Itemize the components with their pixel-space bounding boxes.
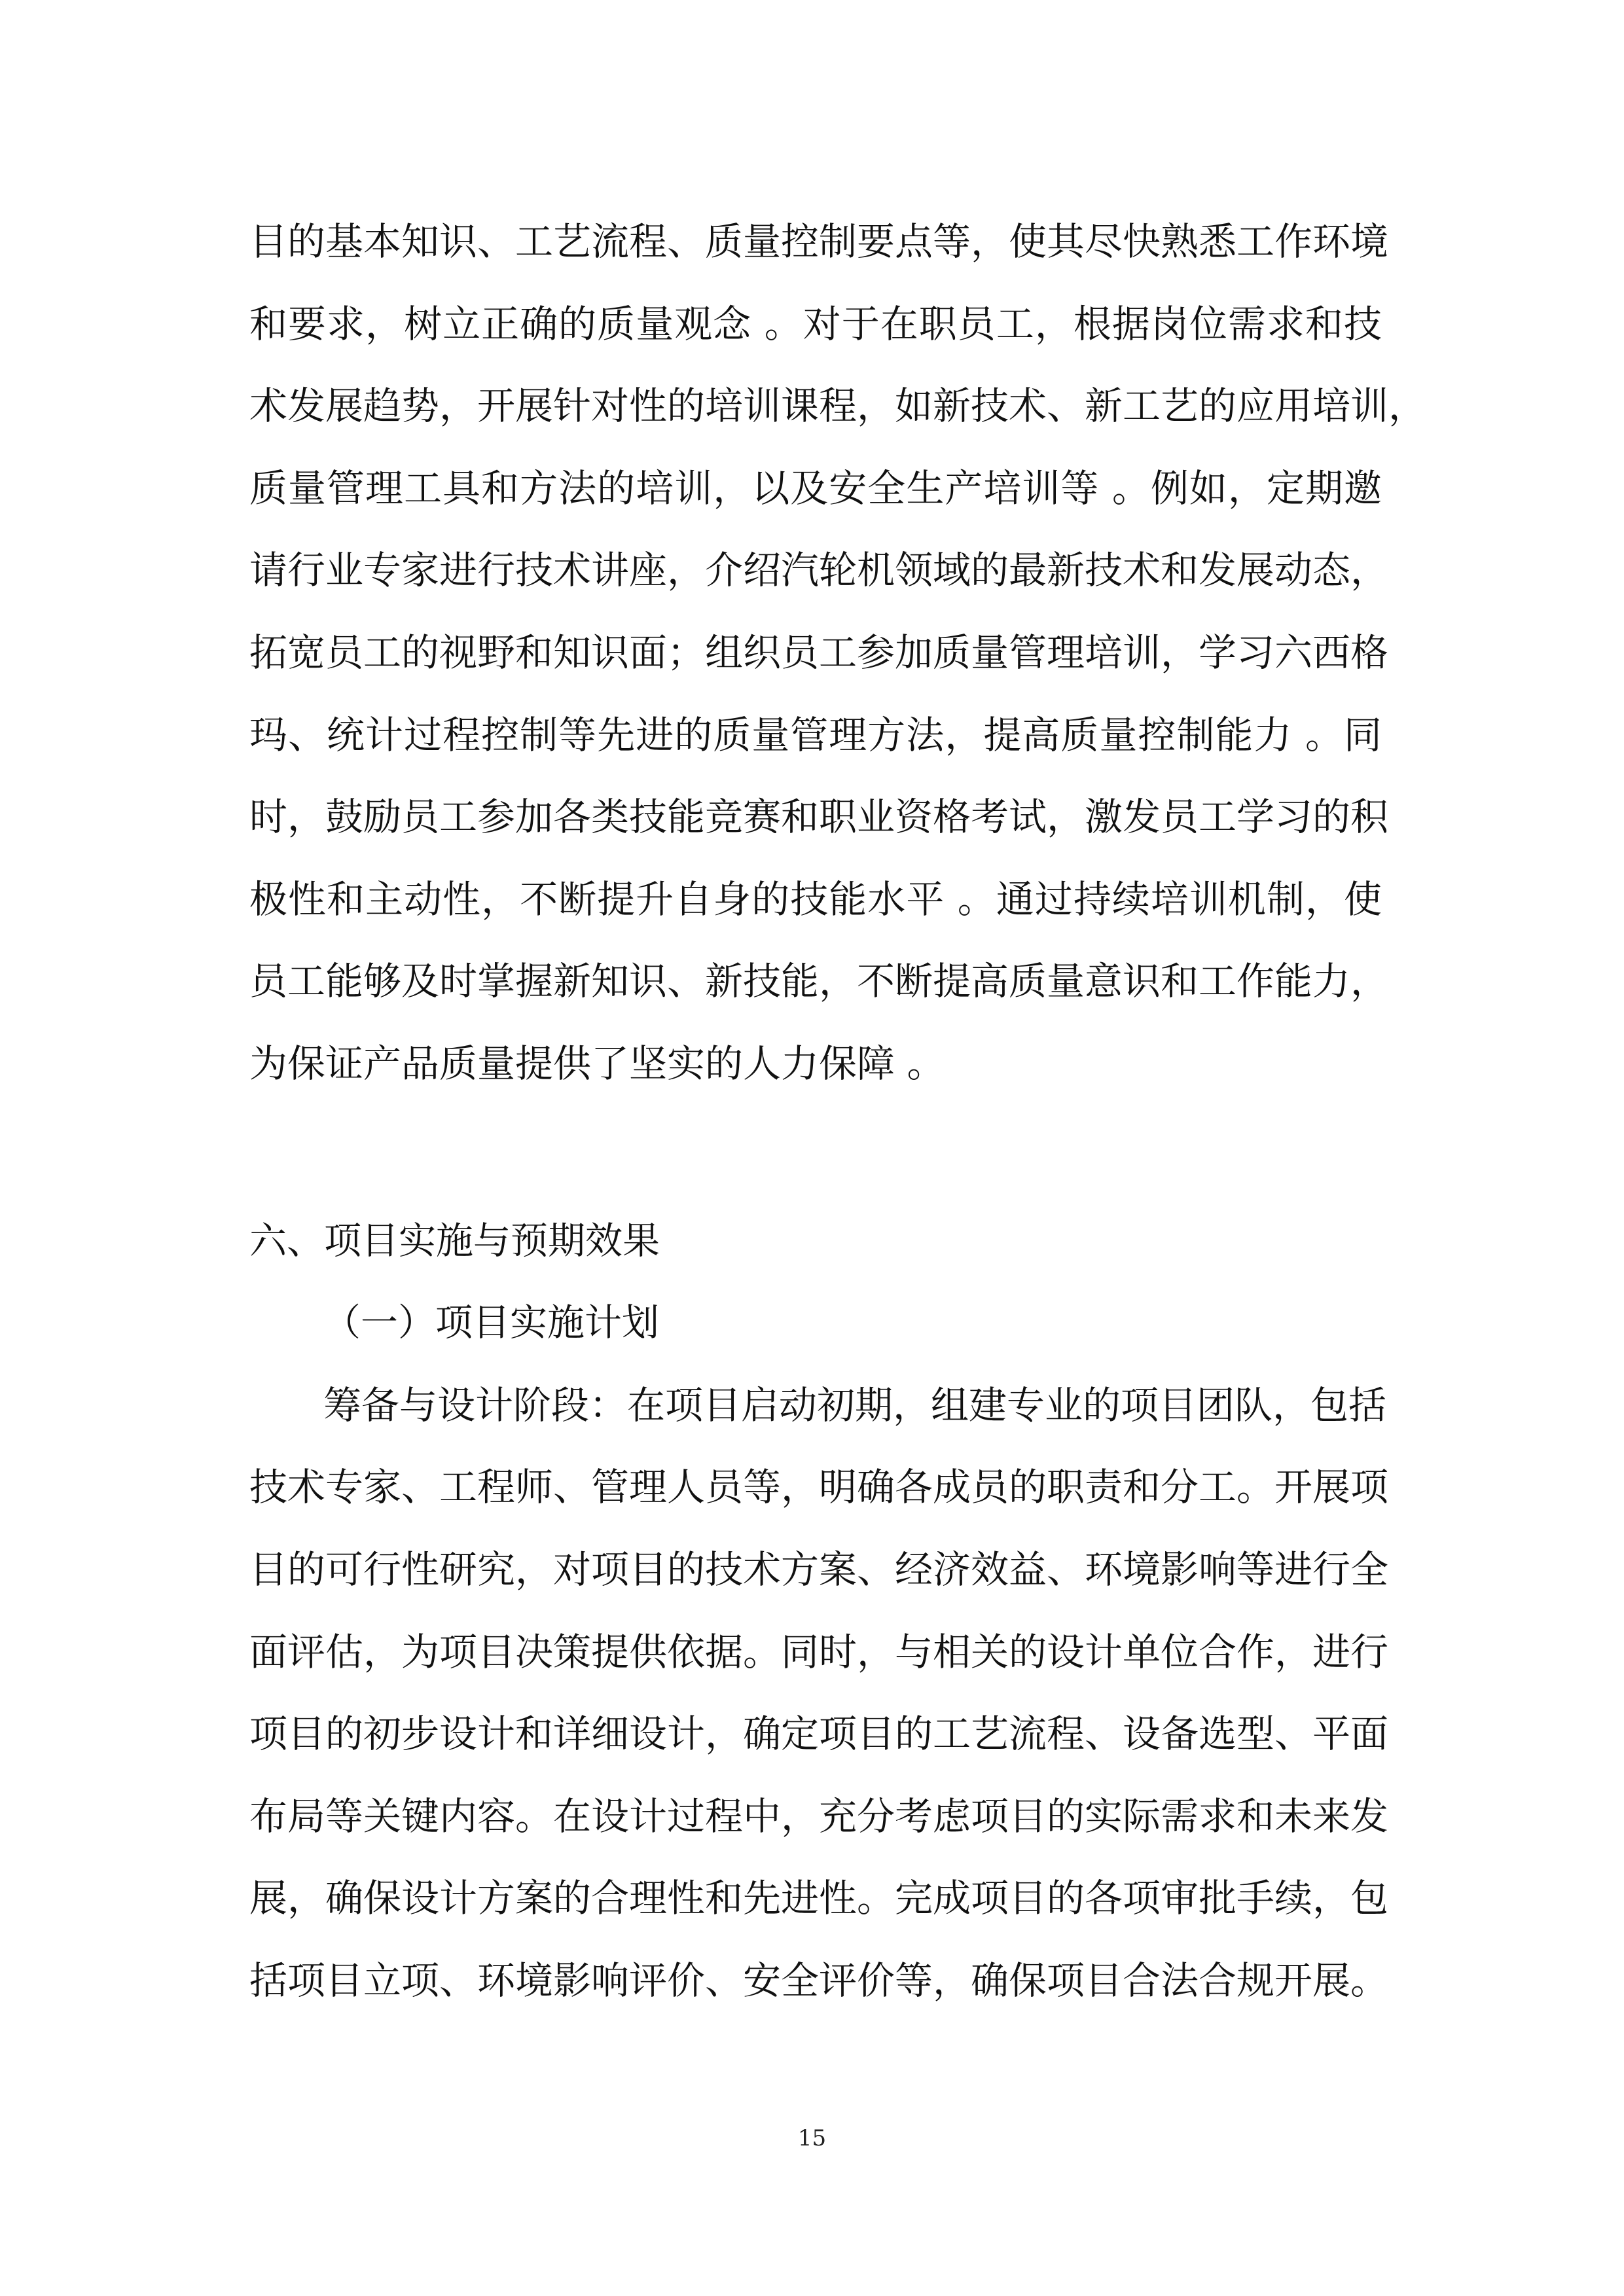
paragraph-1-line-5: 请行业专家进行技术讲座，介绍汽轮机领域的最新技术和发展动态， xyxy=(249,548,1389,592)
paragraph-2-line-3: 目的可行性研究，对项目的技术方案、经济效益、环境影响等进行全 xyxy=(249,1547,1389,1592)
paragraph-1-line-7: 玛、统计过程控制等先进的质量管理方法，提高质量控制能力 。同 xyxy=(249,713,1382,757)
paragraph-2-line-4: 面评估，为项目决策提供依据。同时，与相关的设计单位合作，进行 xyxy=(249,1630,1389,1674)
paragraph-2-line-7: 展，确保设计方案的合理性和先进性。完成项目的各项审批手续，包 xyxy=(249,1876,1389,1920)
paragraph-2-line-1: 筹备与设计阶段：在项目启动初期，组建专业的项目团队，包括 xyxy=(323,1383,1387,1427)
paragraph-1-line-9: 极性和主动性，不断提升自身的技能水平 。通过持续培训机制，使 xyxy=(249,877,1382,922)
paragraph-1-line-8: 时，鼓励员工参加各类技能竞赛和职业资格考试，激发员工学习的积 xyxy=(249,795,1389,839)
page-number: 15 xyxy=(797,2125,827,2151)
paragraph-1-line-1: 目的基本知识、工艺流程、质量控制要点等，使其尽快熟悉工作环境 xyxy=(249,219,1389,264)
paragraph-1-line-4: 质量管理工具和方法的培训，以及安全生产培训等 。例如，定期邀 xyxy=(249,466,1382,511)
paragraph-1-line-11: 为保证产品质量提供了坚实的人力保障 。 xyxy=(249,1041,945,1086)
section-heading: 六、项目实施与预期效果 xyxy=(249,1219,660,1263)
paragraph-2-line-8: 括项目立项、环境影响评价、安全评价等，确保项目合法合规开展。 xyxy=(249,1958,1389,2003)
paragraph-2-line-2: 技术专家、工程师、管理人员等，明确各成员的职责和分工。开展项 xyxy=(249,1465,1389,1509)
paragraph-1-line-3: 术发展趋势，开展针对性的培训课程，如新技术、新工艺的应用培训， xyxy=(249,384,1427,428)
subsection-heading: （一）项目实施计划 xyxy=(323,1301,659,1344)
paragraph-2-line-5: 项目的初步设计和详细设计，确定项目的工艺流程、设备选型、平面 xyxy=(249,1712,1389,1756)
paragraph-1-line-10: 员工能够及时掌握新知识、新技能，不断提高质量意识和工作能力， xyxy=(249,959,1389,1003)
paragraph-1-line-6: 拓宽员工的视野和知识面；组织员工参加质量管理培训，学习六西格 xyxy=(249,630,1389,675)
paragraph-1-line-2: 和要求，树立正确的质量观念 。对于在职员工，根据岗位需求和技 xyxy=(249,302,1382,346)
paragraph-2-line-6: 布局等关键内容。在设计过程中，充分考虑项目的实际需求和未来发 xyxy=(249,1794,1389,1839)
